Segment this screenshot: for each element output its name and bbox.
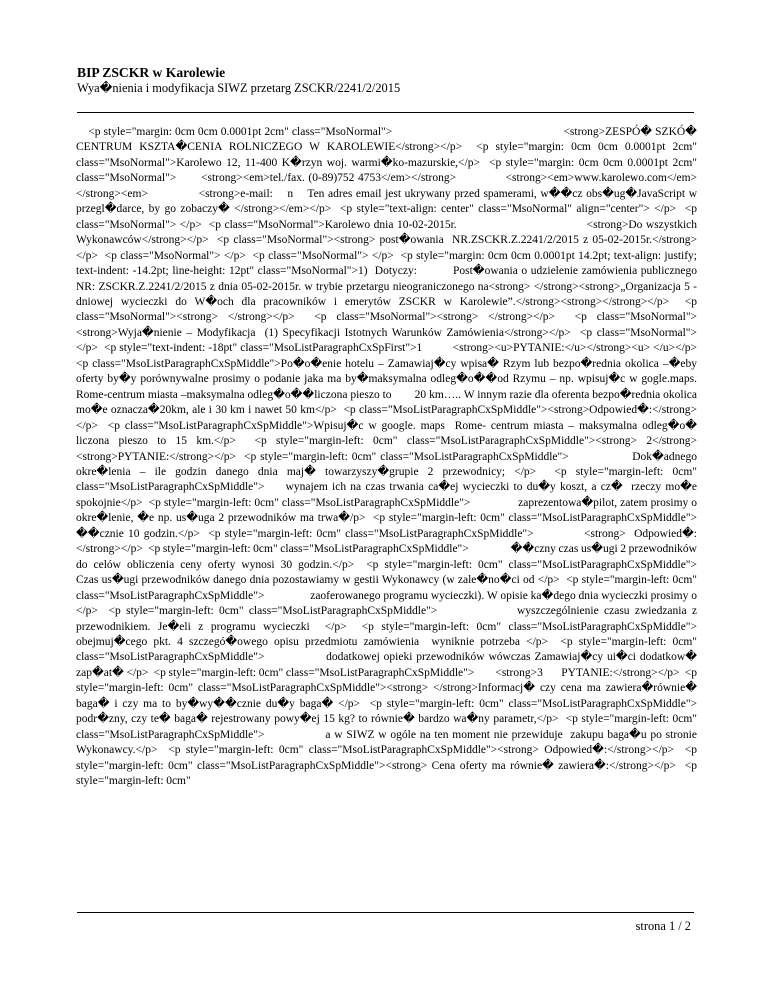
document-subtitle: Wya�nienia i modyfikacja SIWZ przetarg ZSCKR/2241/2/2015	[77, 81, 401, 95]
header-divider	[77, 112, 694, 113]
document-body: <p style="margin: 0cm 0cm 0.0001pt 2cm" class="MsoNormal"> <strong>ZESPÓ� SZKÓ� CENTRUM KSZTA�CENIA ROLNICZEGO W KAROLEWIE</strong></p> <p style="margin: 0cm 0cm 0.0001pt 2cm" class="MsoNormal">Karolewo 12, 11-400 K�rzyn woj. warmi�ko-mazurskie,</p> <p style="margin: 0cm 0cm 0.0001pt 2cm" class="MsoNormal"> <strong><em>tel./fax. (0-89)752 4753</em></strong> <strong><em>www.karolewo.com</em></strong><em> <strong>e-mail: n Ten adres email jest ukrywany przed spamerami, w��cz obs�ug�JavaScript w przegl�darce, by go zobaczy� </strong></em></p> <p style="text-align: center" class="MsoNormal" align="center"> </p> <p class="MsoNormal"> </p> <p class="MsoNormal">Karolewo dnia 10-02-2015r. <strong>Do wszystkich Wykonawców</strong></p> <p class="MsoNormal"><strong> post�owania NR.ZSCKR.Z.2241/2/2015 z 05-02-2015r.</strong></p> <p class="MsoNormal"> </p> <p class="MsoNormal"> </p> <p style="margin: 0cm 0cm 0.0001pt 14.2pt; text-align: justify; text-indent: -14.2pt; line-height: 12pt" class="MsoNormal">1) Dotyczy: Post�owania o udzielenie zamówienia publicznego NR: ZSCKR.Z.2241/2/2015 z dnia 05-02-2015r. w trybie przetargu nieograniczonego na<strong> </strong><strong>„Organizacja 5 - dniowej wycieczki do W�och dla pracowników i emerytów ZSCKR w Karolewie”.</strong><strong></strong></p> <p class="MsoNormal"><strong> </strong></p> <p class="MsoNormal"><strong> </strong></p> <p class="MsoNormal"><strong>Wyja�nienie – Modyfikacja (1) Specyfikacji Istotnych Warunków Zamówienia</strong></p> <p class="MsoNormal"> </p> <p style="text-indent: -18pt" class="MsoListParagraphCxSpFirst">1 <strong><u>PYTANIE:</u></strong><u> </u></p> <p class="MsoListParagraphCxSpMiddle">Po�o�enie hotelu – Zamawiaj�cy wpisa� Rzym lub bezpo�rednia okolica –�eby oferty by�y porównywalne prosimy o podanie jaka ma by�maksymalna odleg�o��od Rzymu – np. wpisuj�c w gogle.maps. Rome-centrum miasta –maksymalna odleg�o��liczona pieszo to 20 km….. W innym razie dla oferenta bezpo�rednia okolica mo�e oznacza�20km, ale i 30 km i nawet 50 km</p> <p class="MsoListParagraphCxSpMiddle"><strong>Odpowied�:</strong></p> <p class="MsoListParagraphCxSpMiddle">Wpisuj�c w google. maps Rome- centrum miasta – maksymalna odleg�o� liczona pieszo to 15 km.</p> <p style="margin-left: 0cm" class="MsoListParagraphCxSpMiddle"><strong> 2</strong> <strong>PYTANIE:</strong></p> <p style="margin-left: 0cm" class="MsoListParagraphCxSpMiddle"> Dok�adnego okre�lenia – ile godzin danego dnia maj� towarzyszy�grupie 2 przewodnicy; </p> <p style="margin-left: 0cm" class="MsoListParagraphCxSpMiddle"> wynajem ich na czas trwania ca�ej wycieczki to du�y koszt, a cz� rzeczy mo�e spokojnie</p> <p style="margin-left: 0cm" class="MsoListParagraphCxSpMiddle"> zaprezentowa�pilot, zatem prosimy o okre�lenie, �e np. us�uga 2 przewodników ma trwa�/p> <p style="margin-left: 0cm" class="MsoListParagraphCxSpMiddle"> ��cznie 10 godzin.</p> <p style="margin-left: 0cm" class="MsoListParagraphCxSpMiddle"> <strong> Odpowied�:</strong></p> <p style="margin-left: 0cm" class="MsoListParagraphCxSpMiddle"> ��czny czas us�ugi 2 przewodników do celów obliczenia ceny oferty wynosi 30 godzin.</p> <p style="margin-left: 0cm" class="MsoListParagraphCxSpMiddle"> Czas us�ugi przewodników danego dnia pozostawiamy w gestii Wykonawcy (w zale�no�ci od </p> <p style="margin-left: 0cm" class="MsoListParagraphCxSpMiddle"> zaoferowanego programu wycieczki). W opisie ka�dego dnia wycieczki prosimy o </p> <p style="margin-left: 0cm" class="MsoListParagraphCxSpMiddle"> wyszczególnienie czasu zwiedzania z przewodnikiem. Je�eli z programu wycieczki </p> <p style="margin-left: 0cm" class="MsoListParagraphCxSpMiddle"> obejmuj�cego pkt. 4 szczegó�owego opisu przedmiotu zamówienia wyniknie potrzeba </p> <p style="margin-left: 0cm" class="MsoListParagraphCxSpMiddle"> dodatkowej opieki przewodników wówczas Zamawiaj�cy ui�ci dodatkow� zap�at� </p> <p style="margin-left: 0cm" class="MsoListParagraphCxSpMiddle"> <strong>3 PYTANIE:</strong></p> <p style="margin-left: 0cm" class="MsoListParagraphCxSpMiddle"><strong> </strong>Informacj� czy cena ma zawiera�równie� baga� i czy ma to by�wy��cznie du�y baga� </p> <p style="margin-left: 0cm" class="MsoListParagraphCxSpMiddle"> podr�zny, czy te� baga� rejestrowany powy�ej 15 kg? to równie� bardzo wa�ny parametr,</p> <p style="margin-left: 0cm" class="MsoListParagraphCxSpMiddle"> a w SIWZ w ogóle na ten moment nie przewiduje zakupu baga�u po stronie Wykonawcy.</p> <p style="margin-left: 0cm" class="MsoListParagraphCxSpMiddle"><strong> Odpowied�:</strong></p> <p style="margin-left: 0cm" class="MsoListParagraphCxSpMiddle"><strong> Cena oferty ma równie� zawiera�:</strong></p> <p style="margin-left: 0cm"	[76, 126, 739, 788]
page-number: strona 1 / 2	[635, 919, 691, 933]
document-title: BIP ZSCKR w Karolewie	[77, 65, 226, 80]
footer-divider	[77, 912, 694, 913]
